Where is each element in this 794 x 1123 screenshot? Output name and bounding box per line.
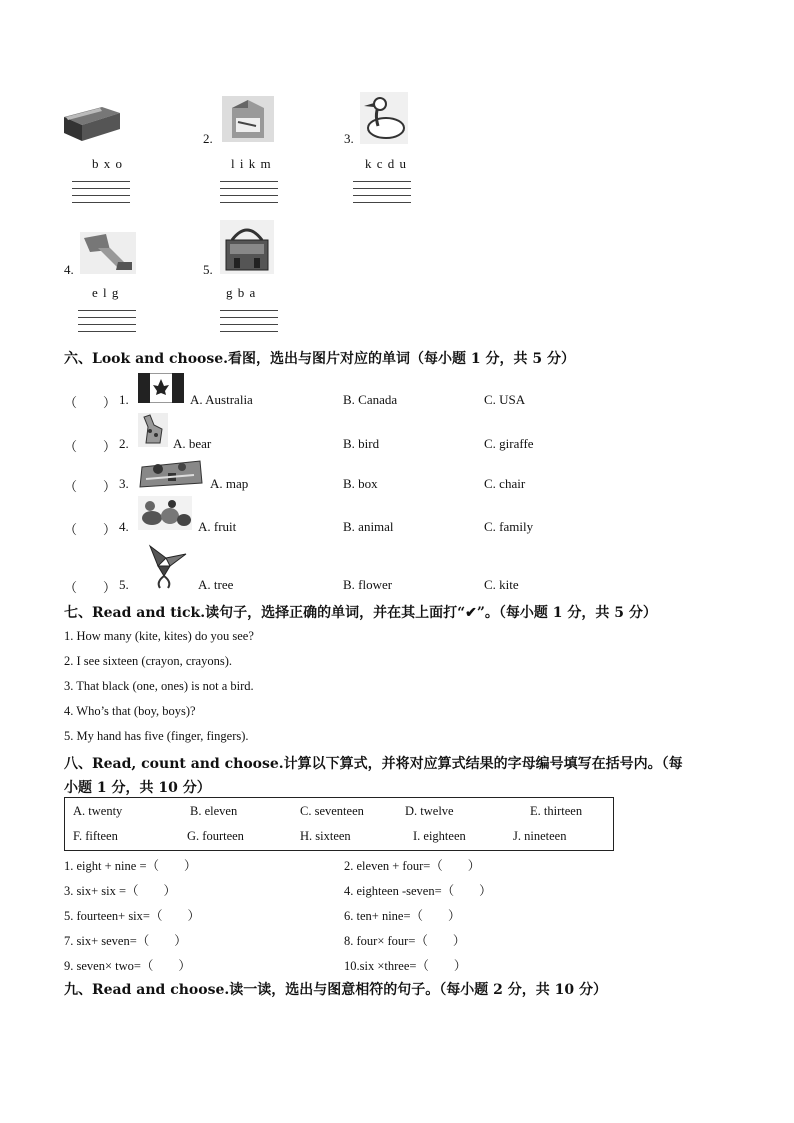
answer-parenthesis[interactable]: （ ） — [64, 395, 117, 410]
option-b: B. animal — [343, 519, 394, 534]
calc-10[interactable]: 10.six ×three=（ ） — [344, 959, 467, 973]
item2-number: 2. — [203, 131, 213, 146]
option-b: B. box — [343, 476, 378, 491]
option-a: A. map — [210, 476, 249, 491]
part7-sentence-1[interactable]: 1. How many (kite, kites) do you see? — [64, 629, 254, 643]
answer-parenthesis[interactable]: （ ） — [64, 479, 117, 494]
part7-sentence-2[interactable]: 2. I see sixteen (crayon, crayons). — [64, 654, 232, 668]
answer-parenthesis[interactable]: （ ） — [64, 522, 117, 537]
option-item: G. fourteen — [187, 829, 244, 843]
option-b: B. bird — [343, 436, 380, 451]
item5-number: 5. — [203, 262, 213, 277]
calc-7[interactable]: 7. six+ seven=（ ） — [64, 934, 187, 948]
part8-title-line2: 小题 1 分，共 10 分） — [64, 780, 211, 796]
item4-number: 4. — [64, 262, 74, 277]
option-a: A. fruit — [198, 519, 237, 534]
option-item: H. sixteen — [300, 829, 351, 843]
option-a: A. Australia — [190, 392, 253, 407]
option-c: C. giraffe — [484, 436, 534, 451]
animals-picture — [138, 496, 192, 530]
calc-6[interactable]: 6. ten+ nine=（ ） — [344, 909, 461, 923]
part7-sentence-3[interactable]: 3. That black (one, ones) is not a bird. — [64, 679, 254, 693]
option-c: C. USA — [484, 392, 526, 407]
bag-picture — [220, 220, 274, 274]
answer-parenthesis[interactable]: （ ） — [64, 439, 117, 454]
option-c: C. kite — [484, 577, 519, 592]
item2-answer-lines — [220, 181, 278, 209]
calc-8[interactable]: 8. four× four=（ ） — [344, 934, 466, 948]
option-a: A. bear — [173, 436, 212, 451]
part8-title-line1: 八、Read, count and choose.计算以下算式，并将对应算式结果的字母编号填写在括号内。（每 — [64, 756, 683, 772]
part6-title: 六、Look and choose.看图，选出与图片对应的单词（每小题 1 分，共 5 分） — [64, 351, 576, 367]
item3-letters: k c d u — [365, 156, 408, 171]
option-item: I. eighteen — [413, 829, 466, 843]
item5-answer-lines — [220, 310, 278, 338]
item3-answer-lines — [353, 181, 411, 209]
item5-letters: g b a — [226, 285, 257, 300]
option-c: C. chair — [484, 476, 526, 491]
calc-1[interactable]: 1. eight + nine =（ ） — [64, 859, 197, 873]
option-item: B. eleven — [190, 804, 238, 818]
duck-picture — [360, 92, 408, 144]
calc-5[interactable]: 5. fourteen+ six=（ ） — [64, 909, 200, 923]
question-number: 2. — [119, 436, 129, 451]
question-number: 5. — [119, 577, 129, 592]
item2-letters: l i k m — [231, 156, 272, 171]
question-number: 1. — [119, 392, 129, 407]
option-item: F. fifteen — [73, 829, 118, 843]
option-c: C. family — [484, 519, 534, 534]
option-item: D. twelve — [405, 804, 454, 818]
part9-title: 九、Read and choose.读一读，选出与图意相符的句子。（每小题 2 分，共 10 分） — [64, 982, 607, 998]
calc-9[interactable]: 9. seven× two=（ ） — [64, 959, 191, 973]
answer-parenthesis[interactable]: （ ） — [64, 580, 117, 595]
option-b: B. Canada — [343, 392, 398, 407]
question-number: 3. — [119, 476, 129, 491]
giraffe-picture — [138, 413, 168, 447]
calc-3[interactable]: 3. six+ six =（ ） — [64, 884, 177, 898]
milk-carton-picture — [222, 96, 274, 142]
flag-picture — [138, 373, 184, 403]
item3-number: 3. — [344, 131, 354, 146]
item4-letters: e l g — [92, 285, 120, 300]
question-number: 4. — [119, 519, 129, 534]
item1-answer-lines — [72, 181, 130, 209]
calc-2[interactable]: 2. eleven + four=（ ） — [344, 859, 481, 873]
option-item: C. seventeen — [300, 804, 364, 818]
map-picture — [138, 457, 204, 489]
option-item: E. thirteen — [530, 804, 583, 818]
leg-picture — [80, 232, 136, 274]
part7-sentence-4[interactable]: 4. Who’s that (boy, boys)? — [64, 704, 196, 718]
part7-title: 七、Read and tick.读句子，选择正确的单词，并在其上面打“✔”。（每小题 1 分，共 5 分） — [64, 605, 657, 621]
calc-4[interactable]: 4. eighteen -seven=（ ） — [344, 884, 492, 898]
part8-options-box — [64, 797, 614, 851]
box-picture — [62, 97, 122, 143]
part7-sentence-5[interactable]: 5. My hand has five (finger, fingers). — [64, 729, 249, 743]
item4-answer-lines — [78, 310, 136, 338]
option-a: A. tree — [198, 577, 234, 592]
item1-letters: b x o — [92, 156, 123, 171]
option-item: A. twenty — [73, 804, 123, 818]
option-item: J. nineteen — [513, 829, 567, 843]
option-b: B. flower — [343, 577, 393, 592]
kite-picture — [136, 542, 192, 590]
